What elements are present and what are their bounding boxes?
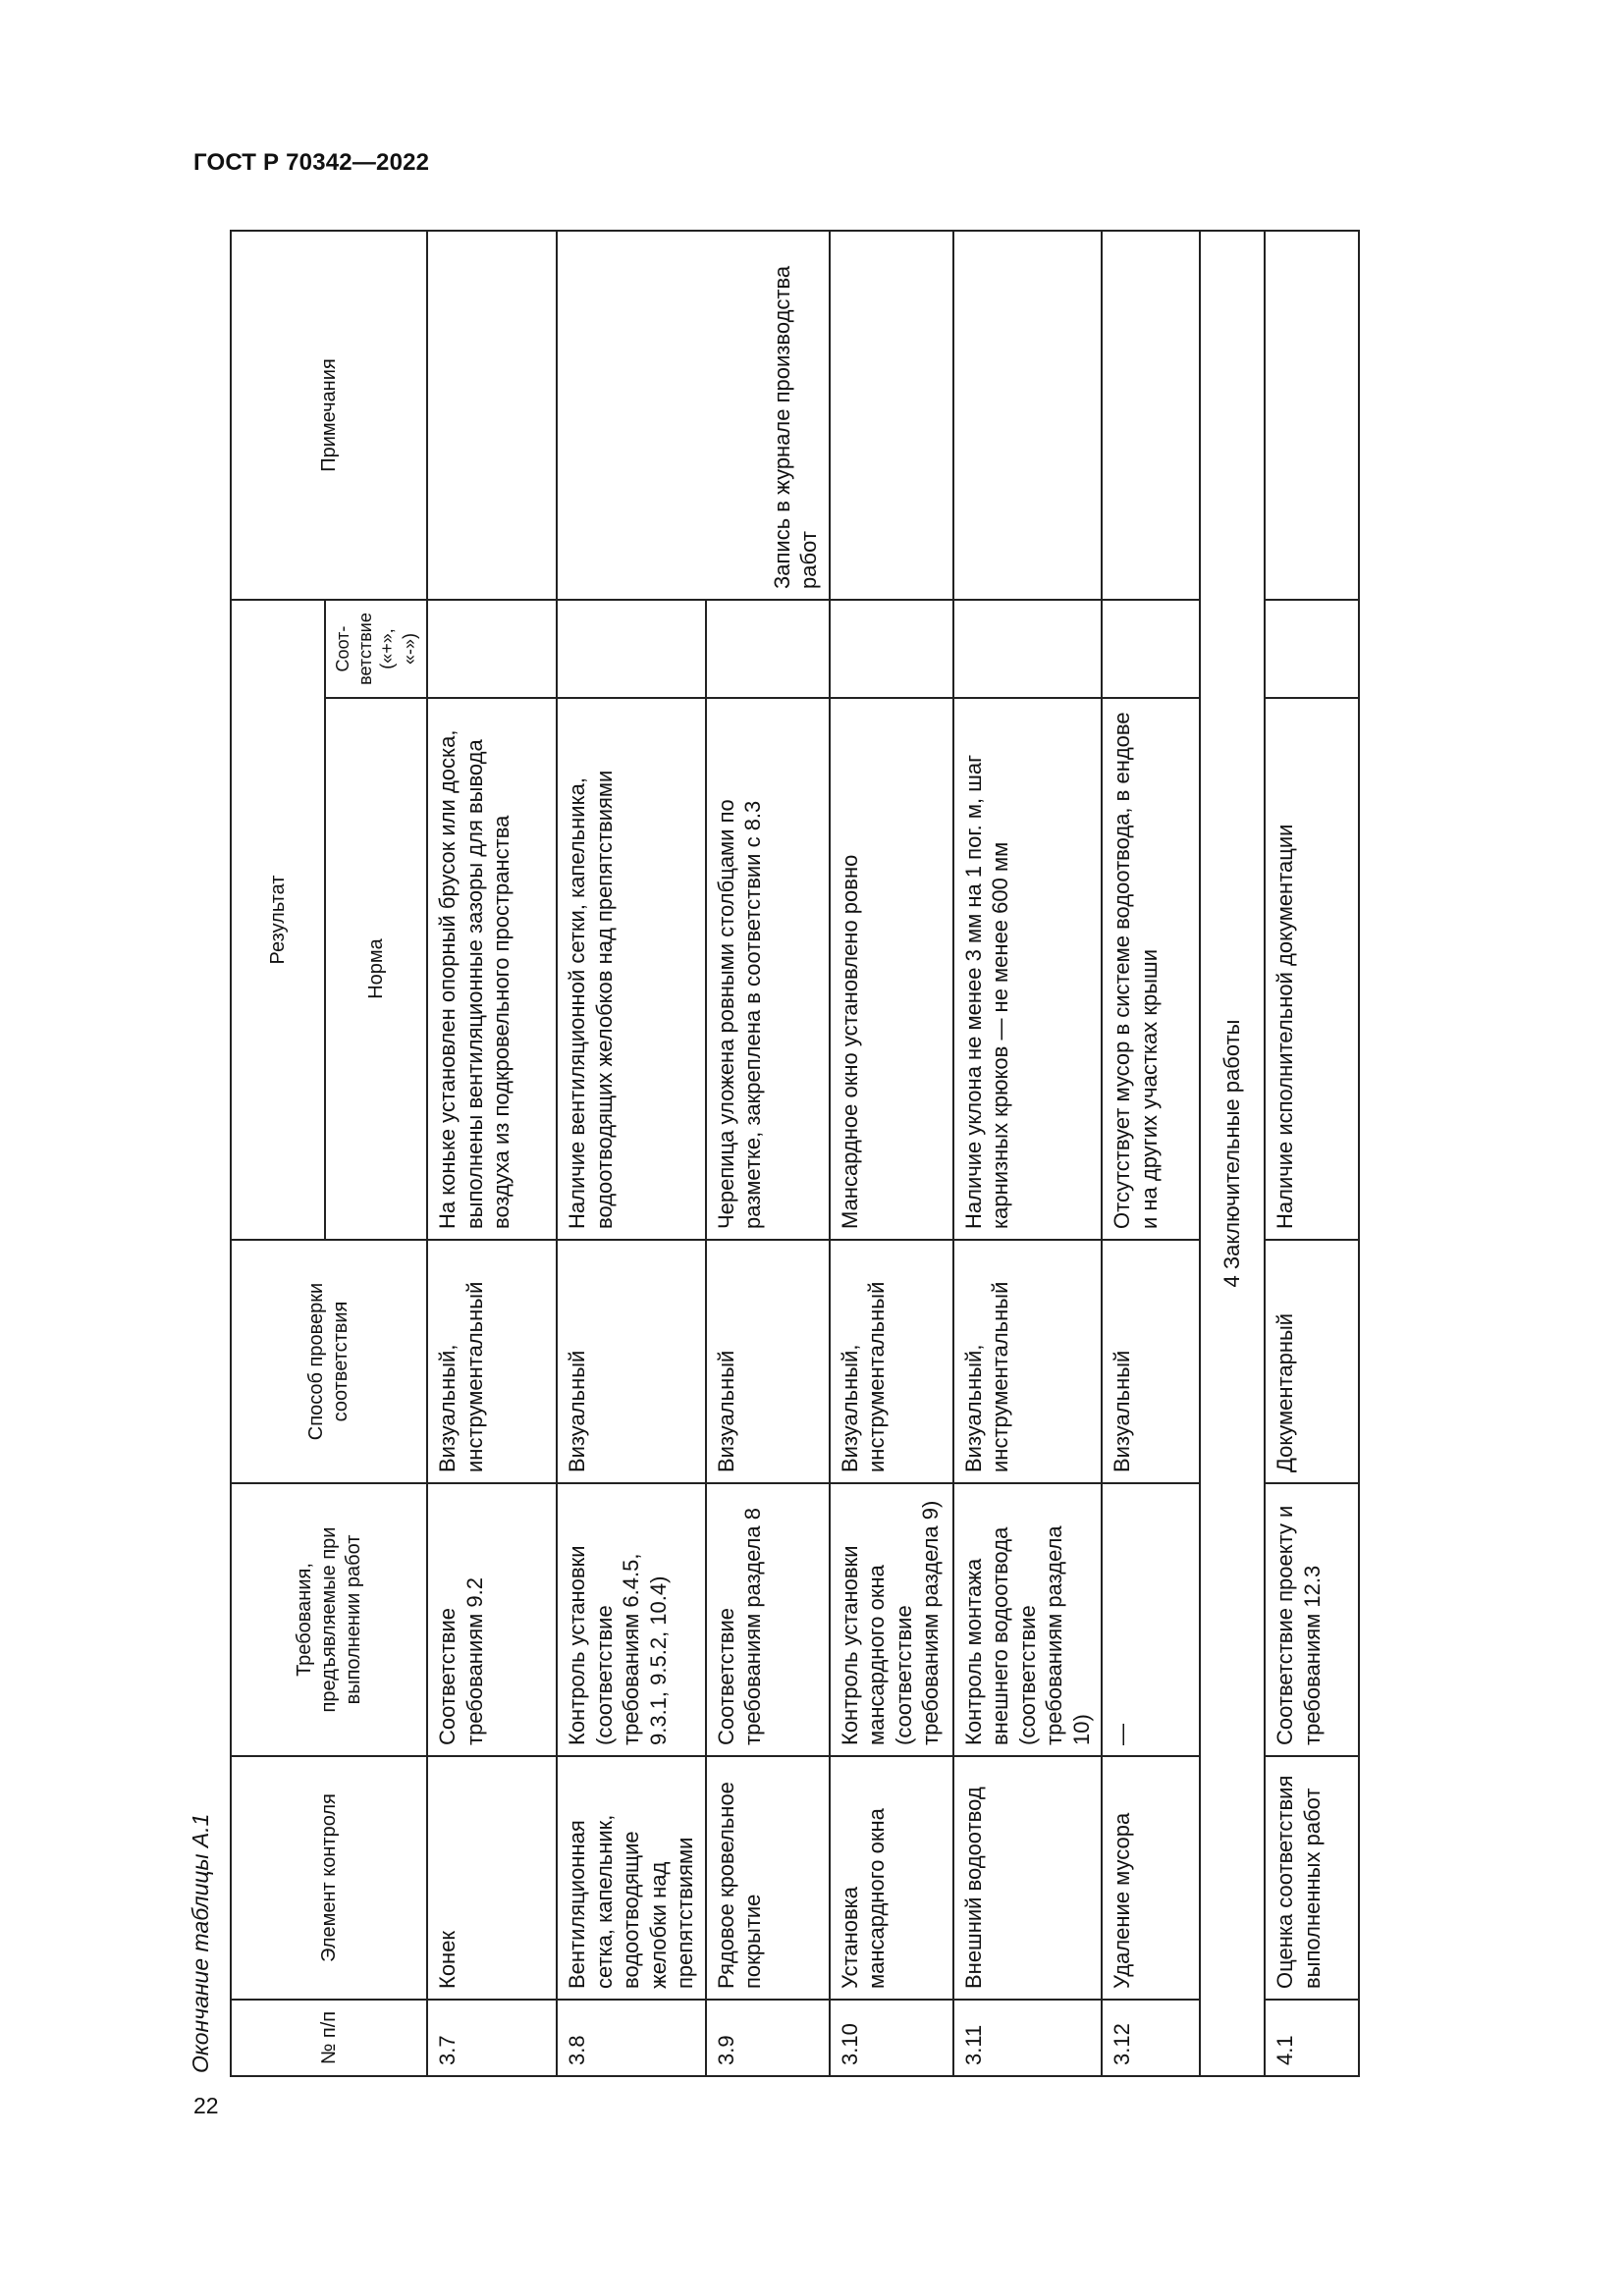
row-norm: Мансардное окно установлено ровно bbox=[830, 698, 953, 1240]
section-title: 4 Заключительные работы bbox=[1200, 231, 1265, 2076]
row-method: Визуальный bbox=[706, 1240, 830, 1483]
row-requirements: Контроль установки (соответствие требованиям 6.4.5, 9.3.1, 9.5.2, 10.4) bbox=[557, 1483, 706, 1756]
col-header-norm: Норма bbox=[325, 698, 427, 1240]
row-norm: Наличие вентиляционной сетки, капельника, водоотводящих желобков над препятствиями bbox=[557, 698, 706, 1240]
row-num: 3.8 bbox=[557, 2000, 706, 2076]
control-table bbox=[230, 230, 1360, 2077]
row-notes bbox=[1102, 231, 1200, 600]
row-method: Визуальный bbox=[1102, 1240, 1200, 1483]
col-header-compliance: Соответствие («+», «-») bbox=[325, 600, 427, 698]
section-row bbox=[1200, 231, 1265, 2076]
row-requirements: Соответствие проекту и требованиям 12.3 bbox=[1265, 1483, 1359, 1756]
page-number: 22 bbox=[193, 2093, 219, 2118]
row-element: Вентиляционная сетка, капельник, водоотводящие желобки над препятствиями bbox=[557, 1756, 706, 2000]
row-compliance bbox=[953, 600, 1103, 698]
row-method: Визуальный, инструментальный bbox=[830, 1240, 953, 1483]
table-row bbox=[557, 231, 706, 2076]
table-caption: Окончание таблицы А.1 bbox=[188, 1813, 213, 2073]
row-notes bbox=[830, 231, 953, 600]
col-header-result: Результат bbox=[231, 600, 325, 1240]
row-requirements: Контроль монтажа внешнего водоотвода (соответствие требованиям раздела 10) bbox=[953, 1483, 1103, 1756]
row-method: Документарный bbox=[1265, 1240, 1359, 1483]
col-header-notes: Примечания bbox=[231, 231, 427, 600]
row-element: Конек bbox=[427, 1756, 557, 2000]
row-compliance bbox=[1102, 600, 1200, 698]
row-norm: Наличие исполнительной документации bbox=[1265, 698, 1359, 1240]
row-compliance bbox=[557, 600, 706, 698]
row-compliance bbox=[830, 600, 953, 698]
col-header-element: Элемент контроля bbox=[231, 1756, 427, 2000]
row-method: Визуальный, инструментальный bbox=[953, 1240, 1103, 1483]
row-requirements: Контроль установки мансардного окна (соответствие требованиям раздела 9) bbox=[830, 1483, 953, 1756]
row-element: Рядовое кровельное покрытие bbox=[706, 1756, 830, 2000]
row-norm: Отсутствует мусор в системе водоотвода, в ендове и на других участках крыши bbox=[1102, 698, 1200, 1240]
table-row bbox=[953, 231, 1103, 2076]
col-header-requirements: Требования, предъявляемые при выполнении работ bbox=[231, 1483, 427, 1756]
row-num: 3.9 bbox=[706, 2000, 830, 2076]
row-norm: На коньке установлен опорный брусок или доска, выполнены вентиляционные зазоры для вывода воздуха из подкровельного пространства bbox=[427, 698, 557, 1240]
row-num: 3.7 bbox=[427, 2000, 557, 2076]
row-num: 3.12 bbox=[1102, 2000, 1200, 2076]
row-element: Внешний водоотвод bbox=[953, 1756, 1103, 2000]
row-norm: Наличие уклона не менее 3 мм на 1 пог. м, шаг карнизных крюков — не менее 600 мм bbox=[953, 698, 1103, 1240]
table-row bbox=[830, 231, 953, 2076]
row-compliance bbox=[427, 600, 557, 698]
row-num: 3.11 bbox=[953, 2000, 1103, 2076]
row-requirements: Соответствие требованиям раздела 8 bbox=[706, 1483, 830, 1756]
row-compliance bbox=[706, 600, 830, 698]
row-notes bbox=[953, 231, 1103, 600]
col-header-num: № п/п bbox=[231, 2000, 427, 2076]
row-compliance bbox=[1265, 600, 1359, 698]
table-header-row-1 bbox=[231, 231, 325, 2076]
row-method: Визуальный, инструментальный bbox=[427, 1240, 557, 1483]
document-header: ГОСТ Р 70342—2022 bbox=[193, 149, 430, 176]
table-row bbox=[427, 231, 557, 2076]
col-header-method: Способ проверки соответствия bbox=[231, 1240, 427, 1483]
table-row bbox=[1102, 231, 1200, 2076]
row-notes bbox=[427, 231, 557, 600]
row-element: Удаление мусора bbox=[1102, 1756, 1200, 2000]
row-num: 3.10 bbox=[830, 2000, 953, 2076]
row-requirements: Соответствие требованиям 9.2 bbox=[427, 1483, 557, 1756]
row-element: Оценка соответствия выполненных работ bbox=[1265, 1756, 1359, 2000]
table-row bbox=[1265, 231, 1359, 2076]
row-element: Установка мансардного окна bbox=[830, 1756, 953, 2000]
row-norm: Черепица уложена ровными столбцами по разметке, закреплена в соответствии с 8.3 bbox=[706, 698, 830, 1240]
row-num: 4.1 bbox=[1265, 2000, 1359, 2076]
row-method: Визуальный bbox=[557, 1240, 706, 1483]
row-notes bbox=[1265, 231, 1359, 600]
row-requirements: — bbox=[1102, 1483, 1200, 1756]
rotated-table-container bbox=[175, 232, 1325, 2077]
row-notes: Запись в журнале производства работ bbox=[557, 231, 830, 600]
